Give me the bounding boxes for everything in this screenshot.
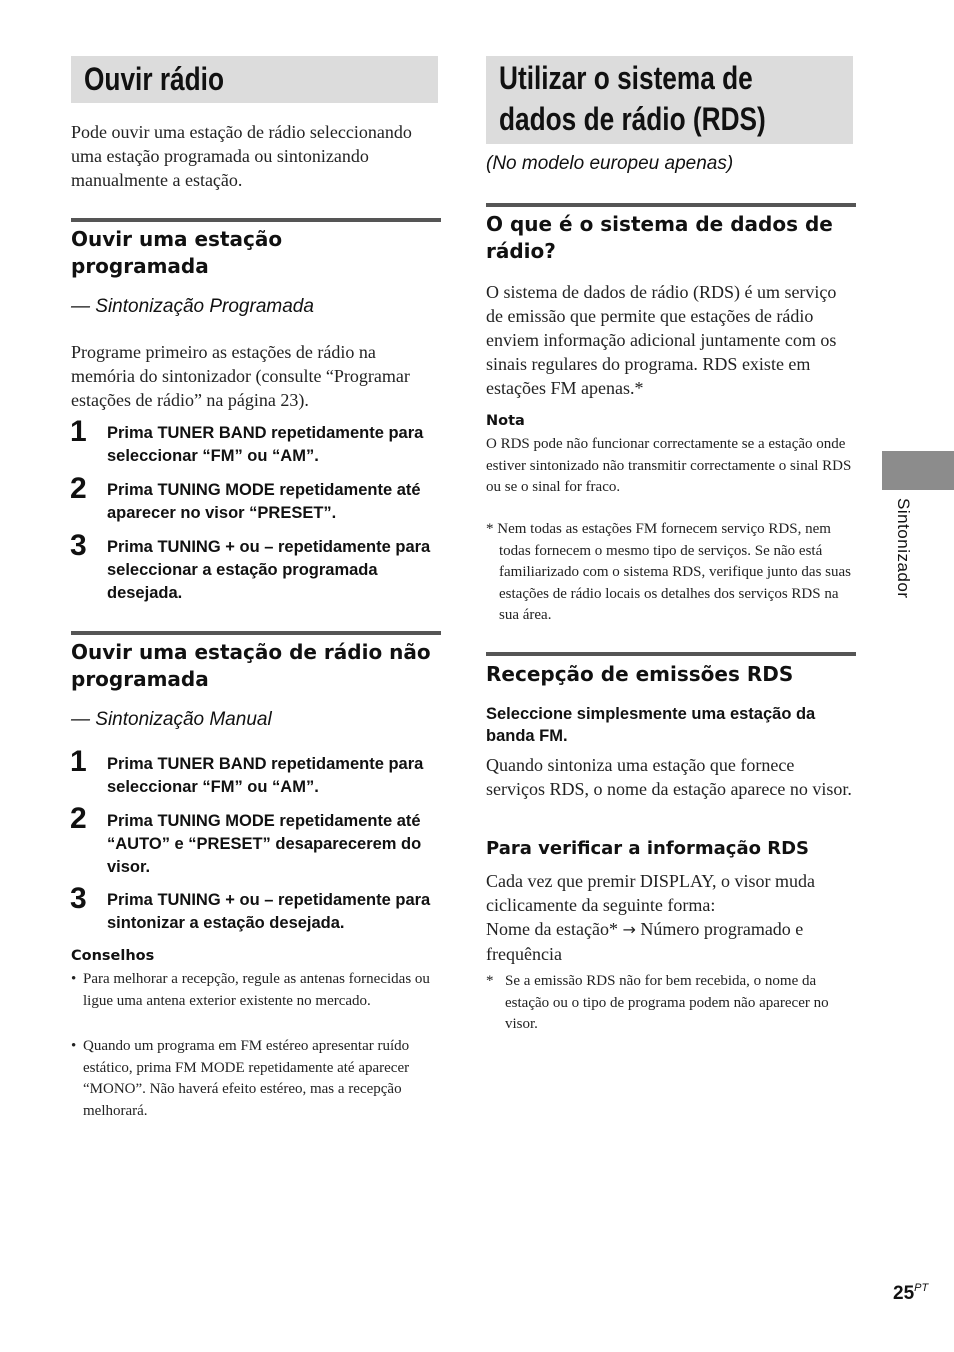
page-title-right-line1: Utilizar o sistema de: [499, 60, 753, 96]
side-section-label: Sintonizador: [894, 498, 913, 599]
left-title-box: [71, 56, 438, 103]
page-title-left: Ouvir rádio: [84, 61, 224, 97]
note-heading: Nota: [486, 413, 525, 429]
section-rule: [71, 631, 441, 635]
section-subtitle-preset: — Sintonização Programada: [71, 296, 314, 317]
check-rds-body: Cada vez que premir DISPLAY, o visor muda ciclicamente da seguinte forma:: [486, 871, 815, 915]
step-number: 2: [70, 802, 87, 835]
intro-paragraph: Pode ouvir uma estação de rádio seleccionando uma estação programada ou sintonizando manualmente a estação.: [71, 122, 412, 190]
step-number: 3: [70, 882, 87, 915]
tip-text: Para melhorar a recepção, regule as antenas fornecidas ou ligue uma antena exterior existente no mercado.: [83, 971, 430, 1009]
rds-body: O sistema de dados de rádio (RDS) é um serviço de emissão que permite que estações de rádio enviem informação adicional juntamente com os sinais regulares do programa. RDS existe em estações FM apenas.*: [486, 282, 837, 398]
step-text: Prima TUNER BAND repetidamente para seleccionar “FM” ou “AM”.: [107, 424, 424, 465]
display-cycle: [486, 917, 856, 966]
section-rule: [486, 652, 856, 656]
page-number-value: 25: [893, 1283, 915, 1304]
tips-heading: Conselhos: [71, 948, 155, 964]
section-rule: [71, 218, 441, 222]
footnote-mark: *: [486, 973, 494, 989]
step-text: Prima TUNING + ou – repetidamente para sintonizar a estação desejada.: [107, 891, 431, 932]
footnote-text: * Nem todas as estações FM fornecem serviço RDS, nem todas fornecem o mesmo tipo de serviços. Se não está familiarizado com o sistema RDS, verifique junto das suas estações de rádio locais os detalhes dos serviços RDS na sua área.: [486, 521, 852, 623]
bullet-icon: •: [71, 971, 77, 987]
page-title-right-line2: dados de rádio (RDS): [499, 101, 766, 137]
right-title-box: [486, 56, 853, 144]
tip-text: Quando um programa em FM estéreo apresentar ruído estático, prima FM MODE repetidamente até aparecer “MONO”. Não haverá efeito estéreo, mas a recepção melhorará.: [83, 1038, 410, 1119]
note-body: O RDS pode não funcionar correctamente se a estação onde estiver sintonizado não transmitir correctamente o sinal RDS ou se o sinal for fraco.: [486, 436, 852, 495]
tip-item: [71, 1036, 441, 1122]
reception-body: Quando sintoniza uma estação que fornece serviços RDS, o nome da estação aparece no visor.: [486, 755, 852, 799]
step-number: 3: [70, 529, 87, 562]
step-text: Prima TUNER BAND repetidamente para seleccionar “FM” ou “AM”.: [107, 755, 424, 796]
arrow-right-icon: →: [622, 920, 636, 939]
bullet-icon: •: [71, 1038, 77, 1054]
display-cycle-end: Número programado e frequência: [486, 919, 804, 964]
page-number-suffix: PT: [914, 1282, 929, 1294]
model-note: (No modelo europeu apenas): [486, 153, 734, 174]
check-rds-heading: Para verificar a informação RDS: [486, 838, 810, 859]
display-cycle-start: Nome da estação*: [486, 919, 623, 939]
section-heading-rds: O que é o sistema de dados de rádio?: [486, 212, 833, 263]
step-text: Prima TUNING MODE repetidamente até aparecer no visor “PRESET”.: [107, 481, 421, 522]
footnote-text: Se a emissão RDS não for bem recebida, o nome da estação ou o tipo de programa podem não aparecer no visor.: [505, 973, 829, 1032]
step-text: Prima TUNING + ou – repetidamente para seleccionar a estação programada desejada.: [107, 538, 431, 602]
section-heading-reception: Recepção de emissões RDS: [486, 662, 794, 686]
section-rule: [486, 203, 856, 207]
page-number: [893, 1282, 928, 1305]
tip-item: [71, 969, 441, 1012]
reception-footnote: [486, 971, 856, 1036]
step-number: 1: [70, 745, 87, 778]
rds-footnote: [486, 519, 856, 627]
section-tab-marker: [882, 451, 954, 490]
section-subtitle-manual: — Sintonização Manual: [71, 709, 272, 730]
step-text: Prima TUNING MODE repetidamente até “AUTO” e “PRESET” desaparecerem do visor.: [107, 812, 422, 876]
step-number: 2: [70, 472, 87, 505]
section-heading-manual: Ouvir uma estação de rádio não programada: [71, 640, 431, 691]
preset-body: Programe primeiro as estações de rádio na memória do sintonizador (consulte “Programar estações de rádio” na página 23).: [71, 342, 410, 410]
reception-instruction: Seleccione simplesmente uma estação da banda FM.: [486, 705, 816, 745]
step-number: 1: [70, 415, 87, 448]
section-heading-preset: Ouvir uma estação programada: [71, 227, 283, 278]
